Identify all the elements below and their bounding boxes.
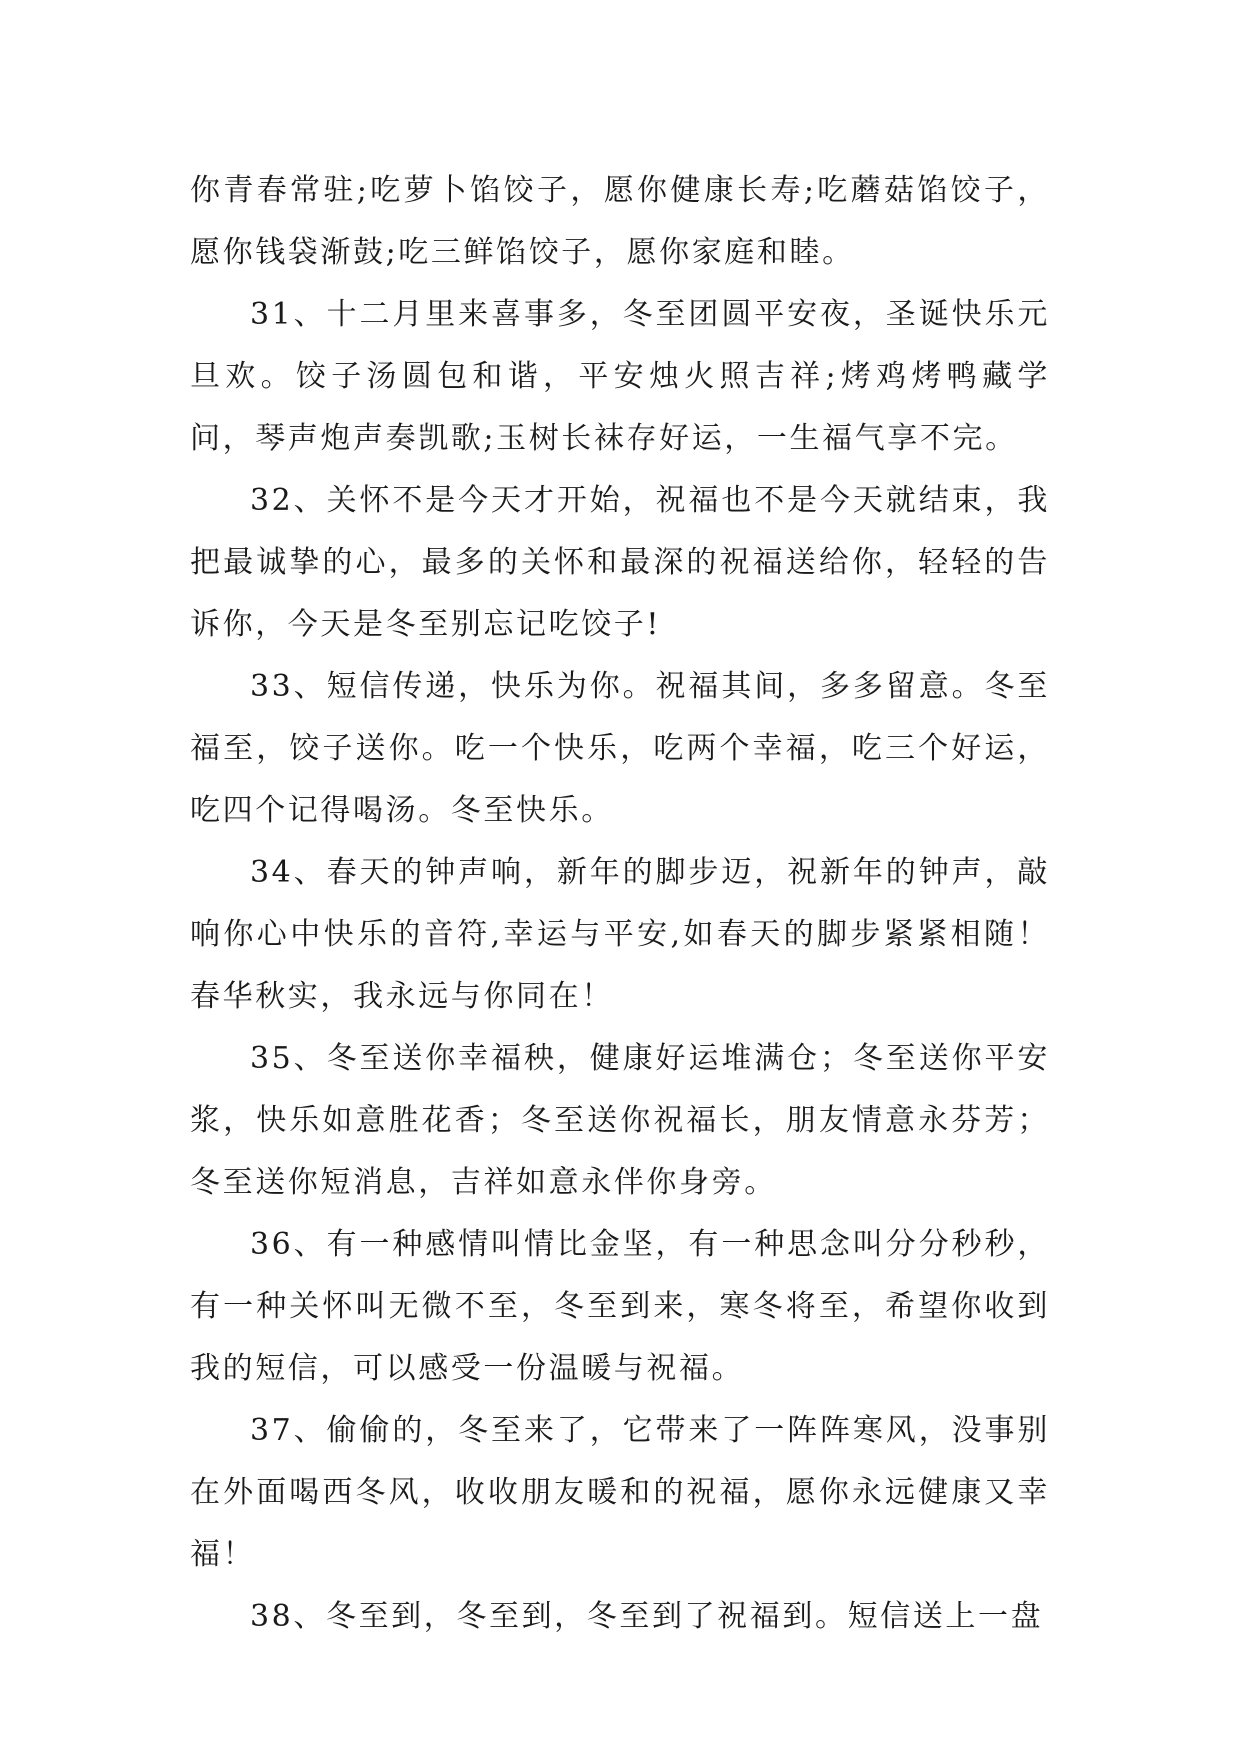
paragraph-continued: 你青春常驻;吃萝卜馅饺子，愿你健康长寿;吃蘑菇馅饺子，愿你钱袋渐鼓;吃三鲜馅饺子，愿你家庭和睦。 xyxy=(190,173,1050,270)
paragraph-35: 35、冬至送你幸福秧，健康好运堆满仓；冬至送你平安浆，快乐如意胜花香；冬至送你祝福长，朋友情意永芬芳；冬至送你短消息，吉祥如意永伴你身旁。 xyxy=(190,1041,1050,1200)
paragraph-33: 33、短信传递，快乐为你。祝福其间，多多留意。冬至福至，饺子送你。吃一个快乐，吃两个幸福，吃三个好运，吃四个记得喝汤。冬至快乐。 xyxy=(190,669,1050,828)
paragraph-36: 36、有一种感情叫情比金坚，有一种思念叫分分秒秒，有一种关怀叫无微不至，冬至到来，寒冬将至，希望你收到我的短信，可以感受一份温暖与祝福。 xyxy=(190,1227,1050,1386)
paragraph-31: 31、十二月里来喜事多，冬至团圆平安夜，圣诞快乐元旦欢。饺子汤圆包和谐，平安烛火照吉祥;烤鸡烤鸭藏学问，琴声炮声奏凯歌;玉树长袜存好运，一生福气享不完。 xyxy=(190,297,1050,456)
document-body xyxy=(190,160,1050,1648)
paragraph-38: 38、冬至到，冬至到，冬至到了祝福到。短信送上一盘 xyxy=(250,1599,1044,1634)
paragraph-37: 37、偷偷的，冬至来了，它带来了一阵阵寒风，没事别在外面喝西冬风，收收朋友暖和的祝福，愿你永远健康又幸福！ xyxy=(190,1413,1050,1572)
paragraph-32: 32、关怀不是今天才开始，祝福也不是今天就结束，我把最诚挚的心，最多的关怀和最深的祝福送给你，轻轻的告诉你，今天是冬至别忘记吃饺子! xyxy=(190,483,1050,642)
paragraph-34: 34、春天的钟声响，新年的脚步迈，祝新年的钟声，敲响你心中快乐的音符,幸运与平安,如春天的脚步紧紧相随！春华秋实，我永远与你同在！ xyxy=(190,855,1050,1014)
